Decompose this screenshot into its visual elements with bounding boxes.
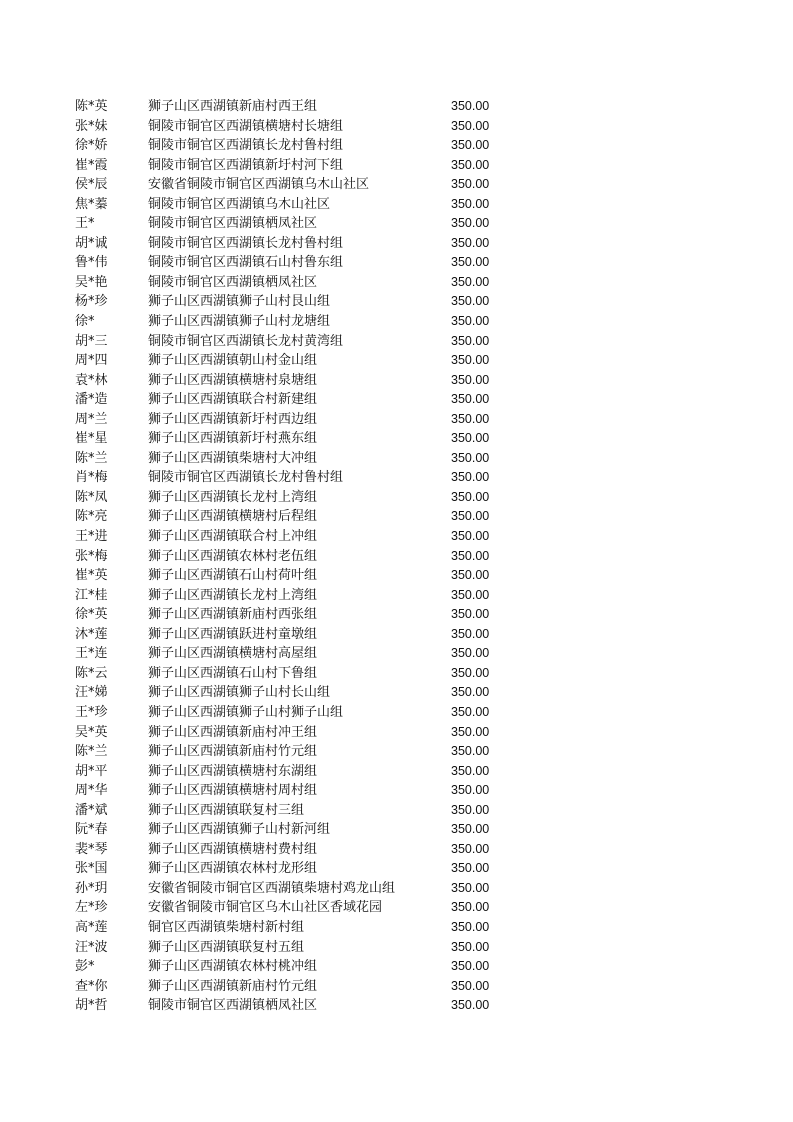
payment-amount: 350.00 [451, 431, 490, 446]
table-row [75, 605, 515, 625]
recipient-address: 狮子山区西湖镇横塘村后程组 [148, 509, 318, 525]
recipient-name: 崔*星 [75, 431, 108, 447]
table-row [75, 468, 515, 488]
recipient-address: 狮子山区西湖镇横塘村东湖组 [148, 763, 318, 779]
recipient-address: 狮子山区西湖镇新庙村竹元组 [148, 744, 318, 760]
payment-list [75, 97, 515, 1016]
recipient-address: 铜陵市铜官区西湖镇横塘村长塘组 [148, 118, 344, 134]
recipient-address: 狮子山区西湖镇农林村桃冲组 [148, 959, 318, 975]
recipient-name: 张*妹 [75, 118, 108, 134]
recipient-address: 铜陵市铜官区西湖镇长龙村黄湾组 [148, 333, 344, 349]
payment-amount: 350.00 [451, 196, 490, 211]
recipient-name: 沐*莲 [75, 626, 108, 642]
recipient-name: 鲁*伟 [75, 255, 108, 271]
recipient-address: 铜陵市铜官区西湖镇乌木山社区 [148, 196, 331, 212]
table-row [75, 723, 515, 743]
payment-amount: 350.00 [451, 568, 490, 583]
recipient-name: 王*珍 [75, 704, 108, 720]
recipient-address: 狮子山区西湖镇横塘村泉塘组 [148, 372, 318, 388]
payment-amount: 350.00 [451, 919, 490, 934]
table-row [75, 507, 515, 527]
table-row [75, 97, 515, 117]
recipient-address: 狮子山区西湖镇横塘村高屋组 [148, 646, 318, 662]
payment-amount: 350.00 [451, 704, 490, 719]
table-row [75, 898, 515, 918]
recipient-address: 狮子山区西湖镇狮子山村长山组 [148, 685, 331, 701]
recipient-name: 王* [75, 216, 95, 232]
payment-amount: 350.00 [451, 607, 490, 622]
table-row [75, 175, 515, 195]
payment-amount: 350.00 [451, 255, 490, 270]
table-row [75, 312, 515, 332]
payment-amount: 350.00 [451, 372, 490, 387]
payment-amount: 350.00 [451, 294, 490, 309]
recipient-name: 徐*娇 [75, 138, 108, 154]
recipient-address: 狮子山区西湖镇狮子山村艮山组 [148, 294, 331, 310]
recipient-address: 铜陵市铜官区西湖镇栖凤社区 [148, 998, 318, 1014]
recipient-address: 狮子山区西湖镇新庙村冲王组 [148, 724, 318, 740]
table-row [75, 625, 515, 645]
payment-amount: 350.00 [451, 763, 490, 778]
table-row [75, 957, 515, 977]
payment-amount: 350.00 [451, 900, 490, 915]
recipient-name: 张*国 [75, 861, 108, 877]
table-row [75, 488, 515, 508]
payment-amount: 350.00 [451, 861, 490, 876]
recipient-name: 左*珍 [75, 900, 108, 916]
table-row [75, 644, 515, 664]
recipient-name: 张*梅 [75, 548, 108, 564]
table-row [75, 801, 515, 821]
payment-amount: 350.00 [451, 353, 490, 368]
recipient-address: 狮子山区西湖镇石山村下鲁组 [148, 665, 318, 681]
payment-amount: 350.00 [451, 587, 490, 602]
recipient-address: 铜陵市铜官区西湖镇长龙村鲁村组 [148, 235, 344, 251]
recipient-address: 狮子山区西湖镇新庙村西王组 [148, 99, 318, 114]
recipient-name: 江*桂 [75, 587, 108, 603]
recipient-name: 陈*英 [75, 99, 108, 114]
recipient-name: 胡*平 [75, 763, 108, 779]
payment-amount: 350.00 [451, 626, 490, 641]
recipient-name: 胡*哲 [75, 998, 108, 1014]
recipient-name: 陈*兰 [75, 450, 108, 466]
recipient-address: 安徽省铜陵市铜官区西湖镇柴塘村鸡龙山组 [148, 880, 396, 896]
table-row [75, 664, 515, 684]
recipient-name: 袁*林 [75, 372, 108, 388]
recipient-name: 王*连 [75, 646, 108, 662]
recipient-name: 吴*英 [75, 724, 108, 740]
recipient-address: 狮子山区西湖镇横塘村费村组 [148, 841, 318, 857]
recipient-address: 狮子山区西湖镇新圩村西边组 [148, 411, 318, 427]
table-row [75, 214, 515, 234]
table-row [75, 742, 515, 762]
table-row [75, 859, 515, 879]
table-row [75, 273, 515, 293]
payment-amount: 350.00 [451, 274, 490, 289]
payment-amount: 350.00 [451, 138, 490, 153]
recipient-address: 狮子山区西湖镇石山村荷叶组 [148, 568, 318, 584]
recipient-name: 陈*云 [75, 665, 108, 681]
table-row [75, 977, 515, 997]
payment-amount: 350.00 [451, 939, 490, 954]
payment-amount: 350.00 [451, 783, 490, 798]
recipient-address: 铜陵市铜官区西湖镇石山村鲁东组 [148, 255, 344, 271]
table-row [75, 136, 515, 156]
recipient-address: 铜陵市铜官区西湖镇长龙村鲁村组 [148, 138, 344, 154]
payment-amount: 350.00 [451, 529, 490, 544]
table-row [75, 996, 515, 1016]
payment-amount: 350.00 [451, 959, 490, 974]
recipient-name: 崔*英 [75, 568, 108, 584]
payment-amount: 350.00 [451, 724, 490, 739]
table-row [75, 840, 515, 860]
table-row [75, 292, 515, 312]
payment-amount: 350.00 [451, 216, 490, 231]
table-row [75, 253, 515, 273]
payment-amount: 350.00 [451, 548, 490, 563]
payment-amount: 350.00 [451, 235, 490, 250]
table-row [75, 332, 515, 352]
recipient-name: 胡*诚 [75, 235, 108, 251]
recipient-address: 狮子山区西湖镇联合村上冲组 [148, 529, 318, 545]
table-row [75, 918, 515, 938]
recipient-name: 潘*斌 [75, 802, 108, 818]
table-row [75, 195, 515, 215]
recipient-name: 杨*珍 [75, 294, 108, 310]
payment-amount: 350.00 [451, 99, 490, 113]
recipient-name: 周*四 [75, 353, 108, 369]
table-row [75, 390, 515, 410]
table-row [75, 351, 515, 371]
table-row [75, 820, 515, 840]
recipient-name: 王*进 [75, 529, 108, 545]
recipient-name: 彭* [75, 959, 95, 975]
table-row [75, 234, 515, 254]
table-row [75, 371, 515, 391]
recipient-address: 狮子山区西湖镇狮子山村龙塘组 [148, 314, 331, 330]
table-row [75, 586, 515, 606]
table-row [75, 938, 515, 958]
recipient-name: 阮*春 [75, 822, 108, 838]
recipient-address: 安徽省铜陵市铜官区西湖镇乌木山社区 [148, 177, 370, 193]
recipient-name: 汪*娣 [75, 685, 108, 701]
payment-amount: 350.00 [451, 880, 490, 895]
recipient-address: 狮子山区西湖镇横塘村周村组 [148, 783, 318, 799]
payment-amount: 350.00 [451, 333, 490, 348]
payment-amount: 350.00 [451, 685, 490, 700]
table-row [75, 683, 515, 703]
recipient-name: 侯*辰 [75, 177, 108, 193]
recipient-name: 陈*亮 [75, 509, 108, 525]
recipient-name: 焦*蓁 [75, 196, 108, 212]
recipient-address: 狮子山区西湖镇联复村五组 [148, 939, 305, 955]
recipient-name: 裴*琴 [75, 841, 108, 857]
recipient-name: 徐* [75, 314, 95, 330]
table-row [75, 156, 515, 176]
recipient-address: 狮子山区西湖镇狮子山村新河组 [148, 822, 331, 838]
table-row [75, 762, 515, 782]
payment-amount: 350.00 [451, 392, 490, 407]
payment-amount: 350.00 [451, 744, 490, 759]
recipient-name: 肖*梅 [75, 470, 108, 486]
recipient-name: 查*你 [75, 978, 108, 994]
recipient-address: 狮子山区西湖镇农林村龙形组 [148, 861, 318, 877]
table-row [75, 703, 515, 723]
recipient-address: 铜陵市铜官区西湖镇新圩村河下组 [148, 157, 344, 173]
recipient-name: 崔*霞 [75, 157, 108, 173]
recipient-address: 狮子山区西湖镇狮子山村狮子山组 [148, 704, 344, 720]
recipient-address: 狮子山区西湖镇联复村三组 [148, 802, 305, 818]
recipient-address: 狮子山区西湖镇新庙村西张组 [148, 607, 318, 623]
recipient-name: 汪*波 [75, 939, 108, 955]
table-row [75, 527, 515, 547]
recipient-address: 狮子山区西湖镇跃进村童墩组 [148, 626, 318, 642]
payment-amount: 350.00 [451, 802, 490, 817]
recipient-address: 狮子山区西湖镇农林村老伍组 [148, 548, 318, 564]
payment-amount: 350.00 [451, 177, 490, 192]
payment-amount: 350.00 [451, 978, 490, 993]
table-row [75, 410, 515, 430]
recipient-address: 狮子山区西湖镇长龙村上湾组 [148, 489, 318, 505]
payment-amount: 350.00 [451, 646, 490, 661]
table-row [75, 781, 515, 801]
table-row [75, 879, 515, 899]
recipient-name: 胡*三 [75, 333, 108, 349]
payment-amount: 350.00 [451, 998, 490, 1013]
payment-amount: 350.00 [451, 665, 490, 680]
recipient-name: 孙*玥 [75, 880, 108, 896]
recipient-address: 狮子山区西湖镇新庙村竹元组 [148, 978, 318, 994]
payment-amount: 350.00 [451, 822, 490, 837]
recipient-name: 高*莲 [75, 919, 108, 935]
table-row [75, 449, 515, 469]
recipient-name: 陈*凤 [75, 489, 108, 505]
recipient-address: 狮子山区西湖镇长龙村上湾组 [148, 587, 318, 603]
table-row [75, 117, 515, 137]
table-row [75, 547, 515, 567]
table-row [75, 566, 515, 586]
recipient-address: 铜陵市铜官区西湖镇栖凤社区 [148, 274, 318, 290]
payment-amount: 350.00 [451, 841, 490, 856]
payment-amount: 350.00 [451, 470, 490, 485]
payment-amount: 350.00 [451, 157, 490, 172]
payment-amount: 350.00 [451, 509, 490, 524]
recipient-address: 狮子山区西湖镇朝山村金山组 [148, 353, 318, 369]
recipient-address: 狮子山区西湖镇新圩村燕东组 [148, 431, 318, 447]
recipient-name: 周*华 [75, 783, 108, 799]
recipient-name: 徐*英 [75, 607, 108, 623]
table-row [75, 429, 515, 449]
recipient-address: 狮子山区西湖镇柴塘村大冲组 [148, 450, 318, 466]
recipient-name: 吴*艳 [75, 274, 108, 290]
recipient-address: 安徽省铜陵市铜官区乌木山社区香域花园 [148, 900, 383, 916]
recipient-address: 狮子山区西湖镇联合村新建组 [148, 392, 318, 408]
recipient-name: 陈*兰 [75, 744, 108, 760]
recipient-address: 铜陵市铜官区西湖镇栖凤社区 [148, 216, 318, 232]
payment-amount: 350.00 [451, 450, 490, 465]
payment-amount: 350.00 [451, 314, 490, 329]
payment-amount: 350.00 [451, 489, 490, 504]
recipient-name: 潘*造 [75, 392, 108, 408]
recipient-address: 铜官区西湖镇柴塘村新村组 [148, 919, 305, 935]
payment-amount: 350.00 [451, 118, 490, 133]
recipient-name: 周*兰 [75, 411, 108, 427]
recipient-address: 铜陵市铜官区西湖镇长龙村鲁村组 [148, 470, 344, 486]
payment-amount: 350.00 [451, 411, 490, 426]
